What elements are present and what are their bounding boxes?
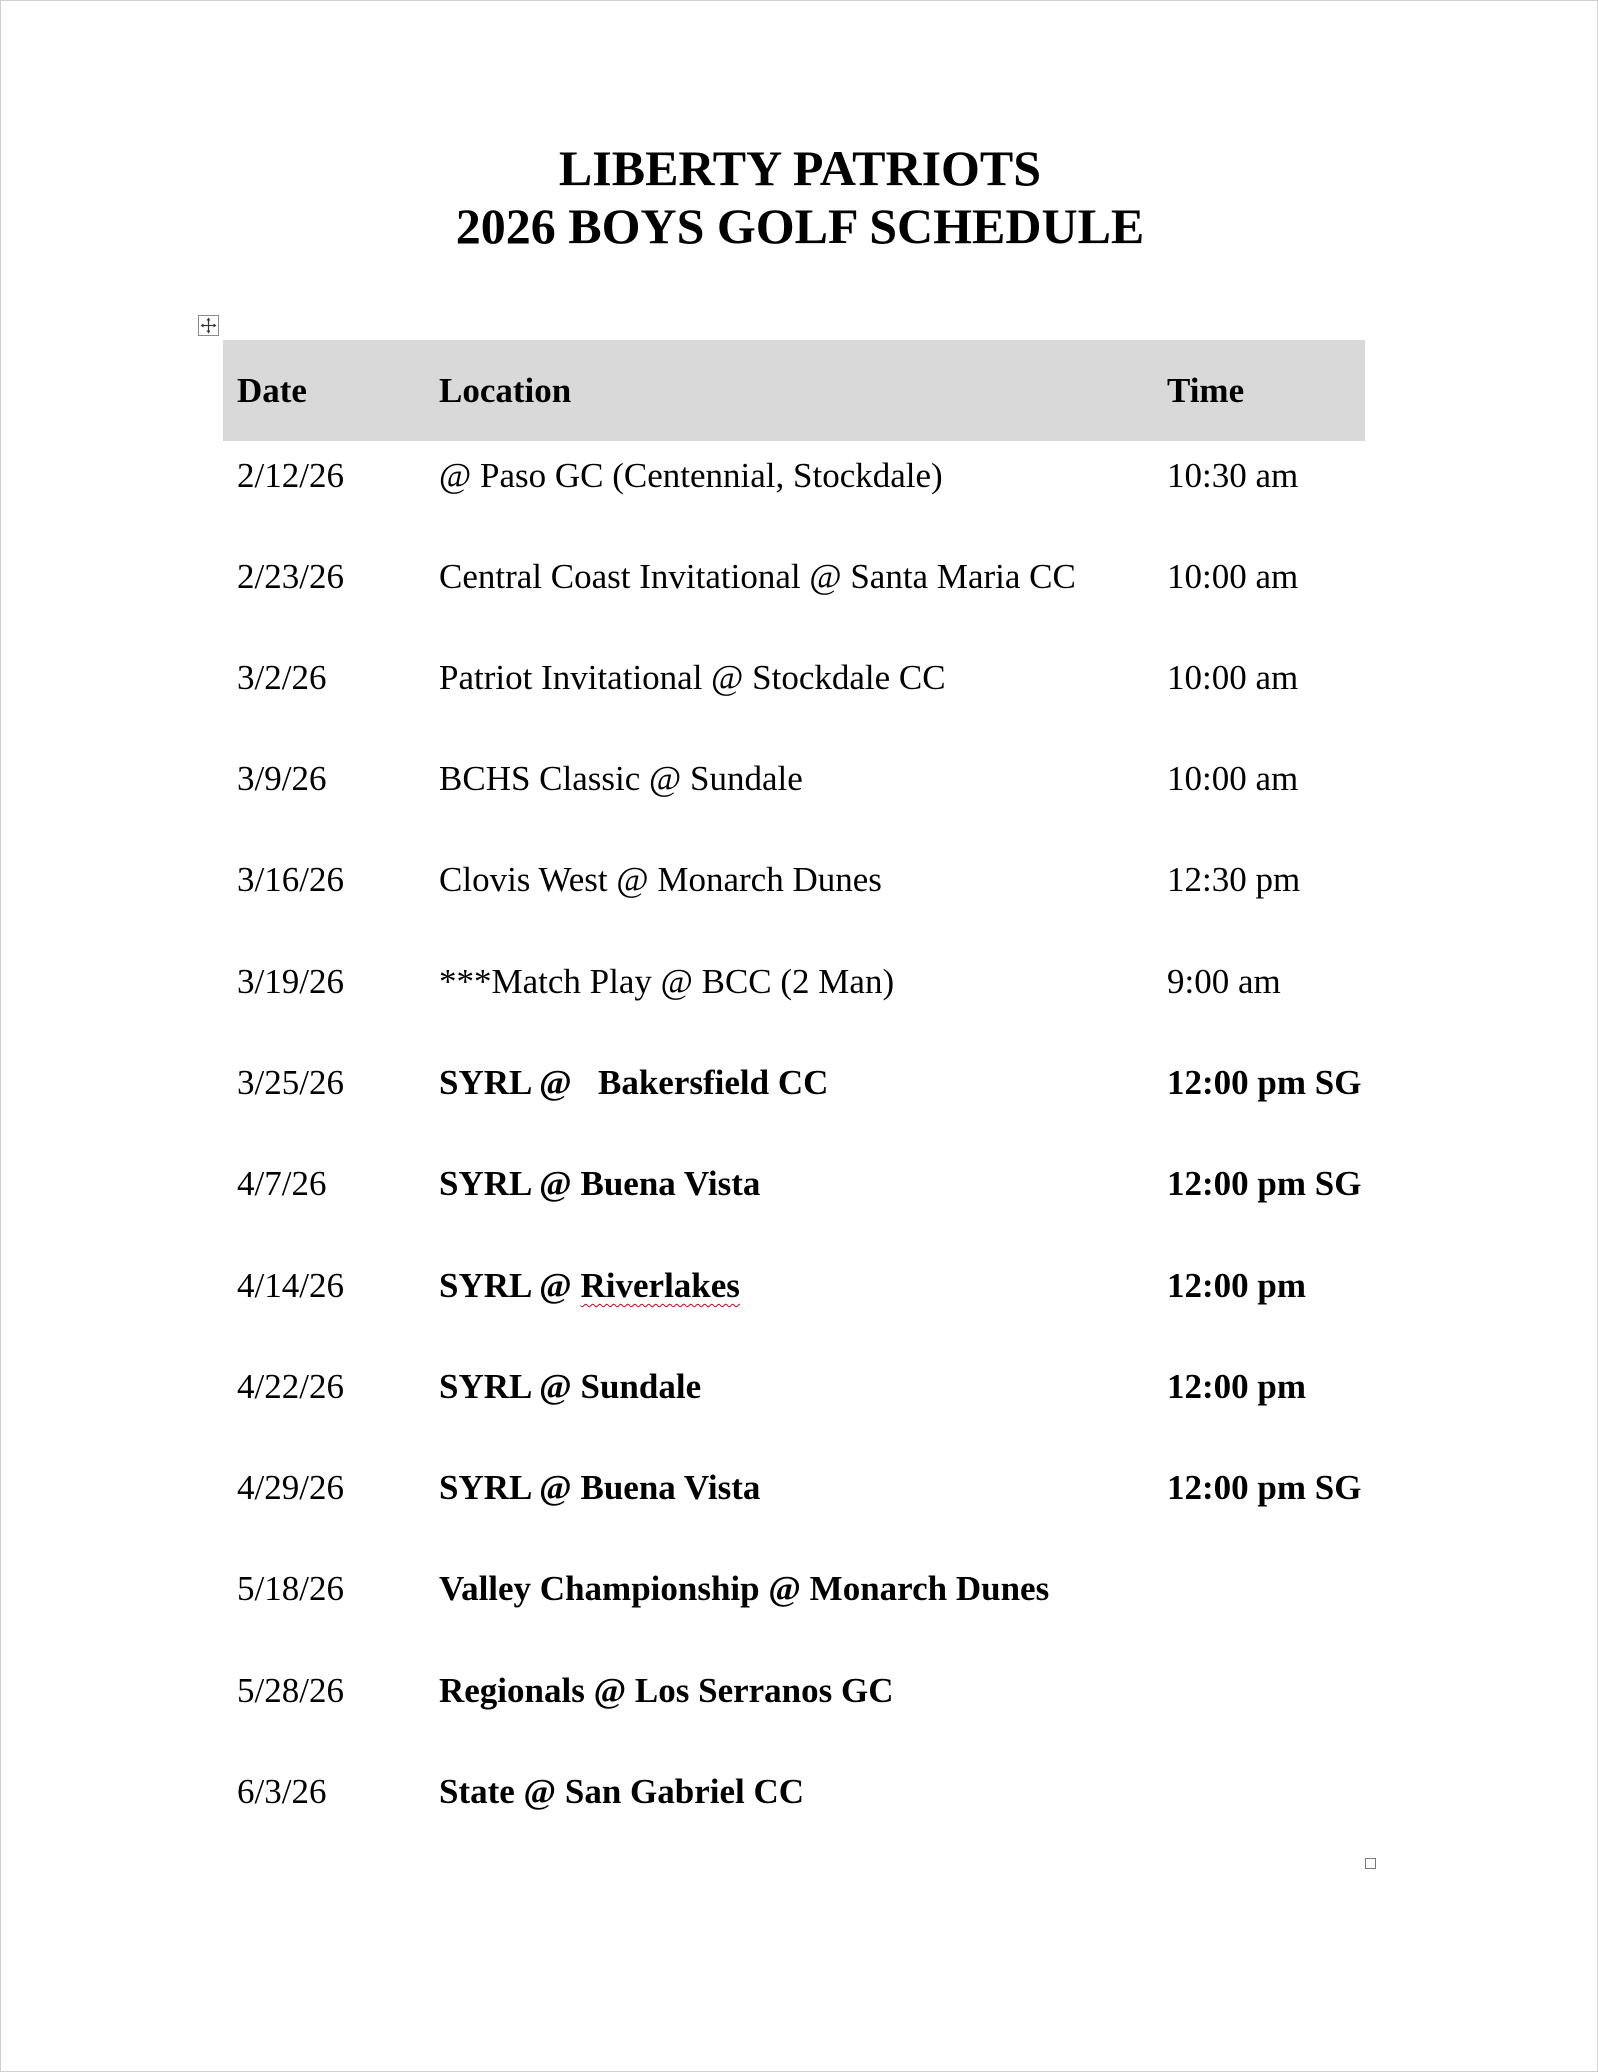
- row-8-time: 12:00 pm SG: [1167, 1164, 1362, 1203]
- row-7-location: SYRL @ Bakersfield CC: [439, 1063, 829, 1102]
- row-9-location-prefix: SYRL @: [439, 1266, 581, 1305]
- row-2-location: Central Coast Invitational @ Santa Maria CC: [439, 557, 1076, 596]
- header-location: Location: [439, 371, 572, 410]
- title-line-1: LIBERTY PATRIOTS: [558, 140, 1042, 196]
- row-11-time: 12:00 pm SG: [1167, 1468, 1362, 1507]
- row-14-date: 6/3/26: [237, 1772, 327, 1811]
- row-6-location: ***Match Play @ BCC (2 Man): [439, 962, 895, 1001]
- row-5-location: Clovis West @ Monarch Dunes: [439, 860, 882, 899]
- row-4-time: 10:00 am: [1167, 759, 1299, 798]
- row-5-time: 12:30 pm: [1167, 860, 1301, 899]
- row-13-date: 5/28/26: [237, 1671, 344, 1710]
- row-1-time: 10:30 am: [1167, 456, 1299, 495]
- row-9-date: 4/14/26: [237, 1266, 344, 1305]
- row-12-date: 5/18/26: [237, 1569, 344, 1608]
- row-3-location: Patriot Invitational @ Stockdale CC: [439, 658, 946, 697]
- title-line-2: 2026 BOYS GOLF SCHEDULE: [455, 198, 1145, 254]
- row-8-location: SYRL @ Buena Vista: [439, 1164, 761, 1203]
- row-2-date: 2/23/26: [237, 557, 344, 596]
- row-7-date: 3/25/26: [237, 1063, 344, 1102]
- row-1-date: 2/12/26: [237, 456, 344, 495]
- row-10-time: 12:00 pm: [1167, 1367, 1307, 1406]
- row-10-date: 4/22/26: [237, 1367, 344, 1406]
- row-11-date: 4/29/26: [237, 1468, 344, 1507]
- table-resize-handle[interactable]: [1365, 1858, 1376, 1869]
- row-14-location: State @ San Gabriel CC: [439, 1772, 805, 1811]
- header-date: Date: [237, 371, 307, 410]
- header-time: Time: [1167, 371, 1245, 410]
- row-10-location: SYRL @ Sundale: [439, 1367, 702, 1406]
- row-3-time: 10:00 am: [1167, 658, 1299, 697]
- row-9-time: 12:00 pm: [1167, 1266, 1307, 1305]
- document-title: [1, 139, 1598, 255]
- row-6-time: 9:00 am: [1167, 962, 1281, 1001]
- row-12-location: Valley Championship @ Monarch Dunes: [439, 1569, 1050, 1608]
- row-2-time: 10:00 am: [1167, 557, 1299, 596]
- row-8-date: 4/7/26: [237, 1164, 327, 1203]
- row-1-location: @ Paso GC (Centennial, Stockdale): [439, 456, 943, 495]
- row-4-date: 3/9/26: [237, 759, 327, 798]
- row-4-location: BCHS Classic @ Sundale: [439, 759, 803, 798]
- table-move-handle-icon[interactable]: [198, 315, 219, 336]
- row-9-location: [439, 1266, 740, 1306]
- row-11-location: SYRL @ Buena Vista: [439, 1468, 761, 1507]
- row-7-time: 12:00 pm SG: [1167, 1063, 1362, 1102]
- row-9-location-flagged-word[interactable]: Riverlakes: [580, 1266, 740, 1305]
- row-6-date: 3/19/26: [237, 962, 344, 1001]
- row-13-location: Regionals @ Los Serranos GC: [439, 1671, 894, 1710]
- row-3-date: 3/2/26: [237, 658, 327, 697]
- row-5-date: 3/16/26: [237, 860, 344, 899]
